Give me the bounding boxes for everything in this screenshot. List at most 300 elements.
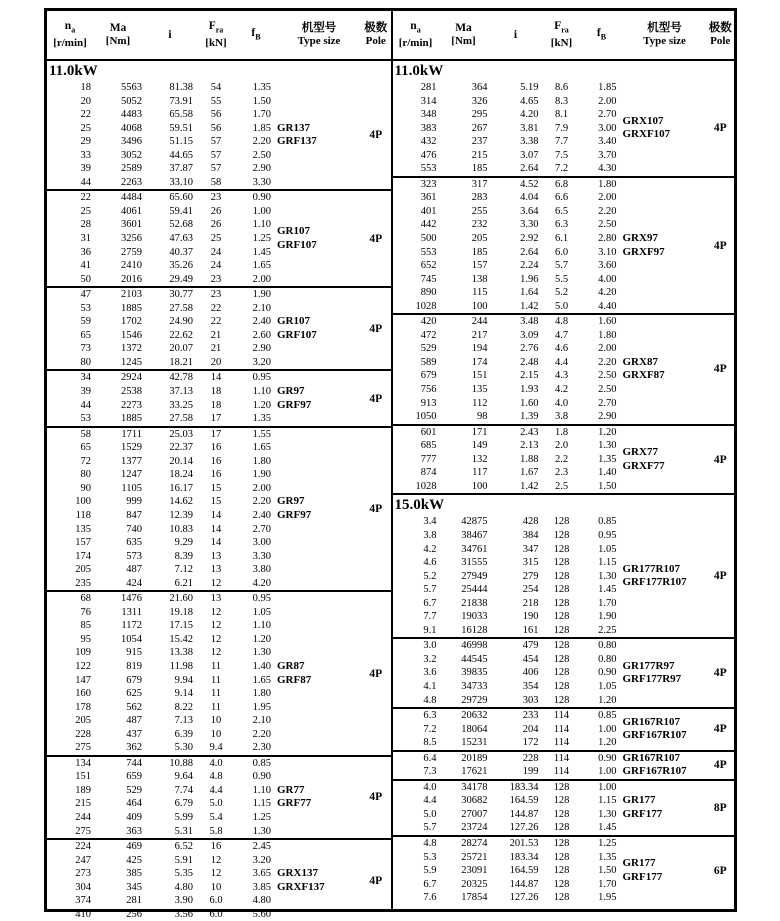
cell: 30682	[461, 795, 488, 807]
cell: 1.00	[598, 766, 617, 778]
type-size-label	[623, 515, 707, 637]
header-torque: Ma [Nm]	[451, 22, 476, 47]
cell: 0.95	[252, 372, 271, 384]
cell: 2589	[121, 163, 142, 175]
cell: 1.65	[252, 442, 271, 454]
cell: 2.24	[520, 260, 539, 272]
cell: 1.93	[520, 384, 539, 396]
cell: 128	[553, 543, 570, 555]
cell: 33.25	[169, 399, 193, 411]
cell: 22	[80, 109, 91, 121]
cell: 51.15	[169, 136, 193, 148]
table-row	[47, 741, 277, 755]
table-row	[47, 825, 277, 839]
cell: 128	[553, 570, 570, 582]
model-name: GRXF77	[622, 459, 665, 472]
cell: 18.21	[169, 356, 193, 368]
model-group	[47, 592, 391, 757]
cell: 442	[420, 219, 437, 231]
cell: 244	[471, 316, 488, 328]
cell: 16128	[461, 624, 488, 636]
cell: 27.58	[169, 413, 193, 425]
model-name: GRX137	[277, 867, 318, 880]
cell: 33.10	[169, 176, 193, 188]
model-group	[393, 837, 735, 905]
cell: 4.30	[598, 163, 617, 175]
cell: 128	[553, 667, 570, 679]
cell: 2.92	[520, 233, 539, 245]
cell: 85	[80, 620, 91, 632]
cell: 205	[471, 233, 488, 245]
cell: 5.19	[520, 82, 539, 93]
cell: 1.40	[598, 467, 617, 479]
cell: 16.17	[169, 482, 193, 494]
cell: 47.63	[169, 233, 193, 245]
table-row	[393, 232, 623, 246]
cell: 183.34	[509, 781, 539, 793]
cell: 1.30	[252, 647, 271, 659]
pole-label: 4P	[713, 667, 727, 680]
cell: 128	[553, 851, 570, 863]
table-row	[47, 468, 277, 482]
cell: 1.20	[598, 426, 617, 438]
cell: 740	[126, 523, 142, 535]
cell: 5.9	[423, 865, 437, 877]
cell: 2.2	[554, 453, 569, 465]
cell: 1.15	[598, 557, 617, 569]
cell: 874	[420, 467, 437, 479]
cell: 2.13	[520, 440, 539, 452]
type-size-label	[623, 837, 707, 905]
cell: 420	[420, 316, 437, 328]
cell: 27949	[461, 570, 488, 582]
cell: 24	[210, 260, 222, 272]
type-size-label	[623, 315, 707, 423]
cell: 3.90	[174, 895, 193, 907]
pole-label: 4P	[369, 392, 383, 405]
pole-label: 8P	[713, 801, 727, 814]
table-row	[393, 178, 623, 192]
table-row	[47, 523, 277, 537]
cell: 34761	[461, 543, 488, 555]
table-row	[393, 639, 623, 653]
cell: 15	[210, 496, 222, 508]
cell: 847	[126, 509, 142, 521]
table-row	[393, 723, 623, 737]
cell: 3.48	[520, 316, 539, 328]
cell: 2.25	[598, 624, 617, 636]
cell: 4.2	[423, 543, 437, 555]
cell: 27.58	[169, 302, 193, 314]
table-row	[393, 439, 623, 453]
cell: 1247	[121, 469, 142, 481]
cell: 625	[126, 688, 142, 700]
cell: 913	[420, 397, 437, 409]
cell: 1.85	[598, 82, 617, 93]
cell: 11	[210, 674, 222, 686]
type-size-label	[623, 752, 707, 779]
table-row	[393, 808, 623, 822]
cell: 5.7	[423, 822, 437, 834]
cell: 1.50	[252, 95, 271, 107]
cell: 6.0	[554, 246, 569, 258]
cell: 0.90	[252, 771, 271, 783]
type-size-label	[623, 709, 707, 750]
cell: 12	[210, 868, 222, 880]
cell: 2103	[121, 289, 142, 301]
cell: 4.8	[423, 694, 437, 706]
model-name: GRF167R107	[622, 729, 687, 742]
cell: 374	[75, 895, 91, 907]
cell: 361	[420, 192, 437, 204]
cell: 562	[126, 701, 142, 713]
model-name: GR177	[622, 857, 656, 870]
cell: 267	[471, 122, 488, 134]
table-row	[47, 784, 277, 798]
table-row	[393, 273, 623, 287]
table-row	[393, 543, 623, 557]
cell: 1.88	[520, 453, 539, 465]
cell: 410	[75, 908, 91, 920]
cell: 128	[553, 597, 570, 609]
cell: 2.20	[252, 728, 271, 740]
model-group	[393, 426, 735, 496]
cell: 406	[522, 667, 539, 679]
cell: 2.80	[598, 233, 617, 245]
cell: 122	[75, 660, 91, 672]
table-row	[393, 122, 623, 136]
cell: 11	[210, 701, 222, 713]
cell: 745	[420, 273, 437, 285]
cell: 190	[522, 611, 539, 623]
cell: 1372	[121, 343, 142, 355]
model-name: GRF177R97	[622, 673, 682, 686]
cell: 7.5	[554, 149, 569, 161]
cell: 12	[210, 606, 222, 618]
cell: 6.8	[554, 178, 569, 190]
cell: 409	[126, 811, 142, 823]
header-type-size: 机型号 Type size	[297, 22, 341, 47]
model-group	[47, 371, 391, 427]
cell: 1885	[121, 413, 142, 425]
cell: 1711	[121, 428, 142, 440]
model-name: GRXF97	[622, 245, 665, 258]
cell: 256	[126, 908, 142, 920]
cell: 1.05	[598, 680, 617, 692]
cell: 2.50	[598, 384, 617, 396]
cell: 2.45	[252, 841, 271, 853]
table-row	[393, 397, 623, 411]
pole-label: 4P	[369, 129, 383, 142]
data-rows	[393, 709, 623, 750]
cell: 4.80	[252, 895, 271, 907]
cell: 12	[210, 647, 222, 659]
type-size-label	[623, 781, 707, 835]
table-row	[47, 619, 277, 633]
cell: 2016	[121, 273, 142, 285]
cell: 23724	[461, 822, 488, 834]
data-rows	[47, 592, 277, 755]
cell: 1.20	[598, 694, 617, 706]
cell: 384	[522, 529, 539, 541]
cell: 4.20	[598, 287, 617, 299]
cell: 7.6	[423, 892, 437, 904]
cell: 5.7	[423, 584, 437, 596]
cell: 2.70	[598, 109, 617, 121]
cell: 2.10	[252, 715, 271, 727]
cell: 3.30	[520, 219, 539, 231]
cell: 1.70	[598, 597, 617, 609]
cell: 1.45	[598, 584, 617, 596]
cell: 138	[471, 273, 488, 285]
cell: 1028	[415, 480, 437, 492]
model-group	[47, 288, 391, 371]
cell: 553	[420, 163, 437, 175]
pole-label: 4P	[369, 232, 383, 245]
cell: 3256	[121, 233, 142, 245]
cell: 2.64	[520, 246, 539, 258]
cell: 573	[126, 550, 142, 562]
cell: 2.00	[252, 273, 271, 285]
cell: 2538	[121, 386, 142, 398]
cell: 5.35	[174, 868, 193, 880]
cell: 205	[75, 564, 91, 576]
cell: 14	[210, 509, 222, 521]
cell: 128	[553, 892, 570, 904]
cell: 6.5	[554, 205, 569, 217]
cell: 363	[126, 825, 142, 837]
cell: 115	[472, 287, 488, 299]
model-name: GRF137	[277, 135, 317, 148]
cell: 1.8	[554, 426, 569, 438]
data-rows	[393, 426, 623, 494]
header-service-factor: $f_B$	[596, 26, 607, 42]
model-name: GR87	[277, 660, 305, 673]
cell: 11	[210, 660, 222, 672]
table-row	[47, 714, 277, 728]
cell: 127.26	[509, 822, 539, 834]
table-row	[47, 108, 277, 122]
table-row	[47, 509, 277, 523]
table-row	[393, 529, 623, 543]
table-row	[393, 610, 623, 624]
cell: 275	[75, 742, 91, 754]
table-row	[393, 383, 623, 397]
cell: 31555	[461, 557, 488, 569]
cell: 12	[210, 633, 222, 645]
cell: 128	[553, 529, 570, 541]
column-header-row	[47, 11, 391, 61]
cell: 183.34	[509, 851, 539, 863]
cell: 4.4	[423, 795, 437, 807]
cell: 1.10	[252, 386, 271, 398]
cell: 777	[420, 453, 437, 465]
cell: 59.41	[169, 205, 193, 217]
cell: 2.3	[554, 467, 569, 479]
table-row	[393, 736, 623, 750]
cell: 164.59	[509, 795, 539, 807]
table-row	[393, 356, 623, 370]
cell: 161	[522, 624, 539, 636]
cell: 13	[210, 550, 222, 562]
table-row	[393, 329, 623, 343]
type-size-label	[623, 81, 707, 176]
cell: 5.8	[209, 825, 223, 837]
cell: 255	[471, 205, 488, 217]
cell: 39835	[461, 667, 488, 679]
cell: 16	[210, 469, 222, 481]
cell: 36	[80, 246, 91, 258]
table-row	[47, 770, 277, 784]
table-row	[47, 95, 277, 109]
cell: 3.64	[520, 205, 539, 217]
cell: 1.45	[252, 246, 271, 258]
table-row	[47, 854, 277, 868]
model-group	[47, 81, 391, 191]
cell: 12	[210, 577, 222, 589]
table-row	[393, 597, 623, 611]
table-row	[47, 302, 277, 316]
cell: 425	[126, 854, 142, 866]
cell: 3.56	[174, 908, 193, 920]
header-pole: 极数 Pole	[364, 22, 388, 47]
cell: 1.30	[252, 825, 271, 837]
cell: 1.35	[598, 453, 617, 465]
cell: 128	[553, 865, 570, 877]
cell: 1.15	[252, 798, 271, 810]
cell: 4.80	[174, 881, 193, 893]
cell: 1.35	[252, 413, 271, 425]
table-row	[393, 218, 623, 232]
cell: 68	[80, 593, 91, 605]
model-name: GRF97	[277, 398, 312, 411]
data-rows	[393, 639, 623, 707]
model-name: GRX87	[622, 355, 658, 368]
cell: 8.1	[554, 109, 569, 121]
cell: 73	[80, 343, 91, 355]
spec-table	[44, 8, 737, 920]
cell: 185	[471, 163, 488, 175]
cell: 1.10	[252, 784, 271, 796]
cell: 5.30	[174, 742, 193, 754]
table-row	[393, 515, 623, 529]
cell: 10.88	[169, 757, 193, 769]
cell: 37.87	[169, 163, 193, 175]
cell: 21838	[461, 597, 488, 609]
cell: 4.6	[554, 343, 569, 355]
pole-label: 4P	[369, 791, 383, 804]
model-group	[393, 81, 735, 178]
cell: 1529	[121, 442, 142, 454]
cell: 9.94	[174, 674, 193, 686]
cell: 5.0	[209, 798, 223, 810]
type-size-label	[277, 428, 361, 591]
table-row	[393, 300, 623, 314]
cell: 2.30	[252, 742, 271, 754]
cell: 3.8	[554, 411, 569, 423]
cell: 72	[80, 455, 91, 467]
cell: 24	[210, 246, 222, 258]
cell: 44	[80, 399, 91, 411]
cell: 65.58	[169, 109, 193, 121]
cell: 13.38	[169, 647, 193, 659]
cell: 244	[75, 811, 91, 823]
table-row	[47, 162, 277, 176]
cell: 254	[522, 584, 539, 596]
cell: 3.70	[598, 149, 617, 161]
cell: 0.95	[598, 529, 617, 541]
table-row	[47, 356, 277, 370]
table-row	[47, 797, 277, 811]
cell: 172	[522, 737, 539, 749]
cell: 233	[522, 710, 539, 722]
cell: 98	[477, 411, 488, 423]
cell: 383	[420, 122, 437, 134]
cell: 24.90	[169, 316, 193, 328]
cell: 303	[522, 694, 539, 706]
cell: 25	[80, 122, 91, 134]
cell: 1.45	[598, 822, 617, 834]
cell: 4.6	[423, 557, 437, 569]
cell: 5.99	[174, 811, 193, 823]
cell: 18	[210, 386, 222, 398]
table-row	[393, 191, 623, 205]
cell: 34733	[461, 680, 488, 692]
table-row	[47, 867, 277, 881]
cell: 323	[420, 178, 437, 190]
table-row	[47, 191, 277, 205]
cell: 362	[126, 742, 142, 754]
table-row	[47, 412, 277, 426]
cell: 41	[80, 260, 91, 272]
cell: 0.80	[598, 653, 617, 665]
cell: 22	[80, 192, 91, 204]
cell: 40.37	[169, 246, 193, 258]
table-row	[393, 135, 623, 149]
cell: 744	[126, 757, 142, 769]
cell: 12.39	[169, 509, 193, 521]
cell: 2.50	[598, 370, 617, 382]
cell: 2.90	[598, 411, 617, 423]
cell: 1702	[121, 316, 142, 328]
cell: 144.87	[509, 878, 539, 890]
cell: 65.60	[169, 192, 193, 204]
cell: 0.85	[598, 516, 617, 528]
cell: 25444	[461, 584, 488, 596]
table-row	[47, 329, 277, 343]
header-speed: $n_a$ [r/min]	[53, 20, 87, 49]
model-group	[393, 315, 735, 425]
cell: 6.1	[554, 233, 569, 245]
table-row	[47, 218, 277, 232]
cell: 0.90	[252, 192, 271, 204]
cell: 3.2	[423, 653, 437, 665]
cell: 1.15	[598, 795, 617, 807]
cell: 999	[126, 496, 142, 508]
cell: 53	[80, 413, 91, 425]
cell: 205	[75, 715, 91, 727]
cell: 2.43	[520, 426, 539, 438]
cell: 128	[553, 878, 570, 890]
table-row	[47, 577, 277, 591]
cell: 100	[471, 480, 488, 492]
cell: 50	[80, 273, 91, 285]
cell: 1.25	[598, 837, 617, 849]
cell: 34178	[461, 781, 488, 793]
cell: 100	[471, 300, 488, 312]
cell: 171	[471, 426, 488, 438]
cell: 3.07	[520, 149, 539, 161]
